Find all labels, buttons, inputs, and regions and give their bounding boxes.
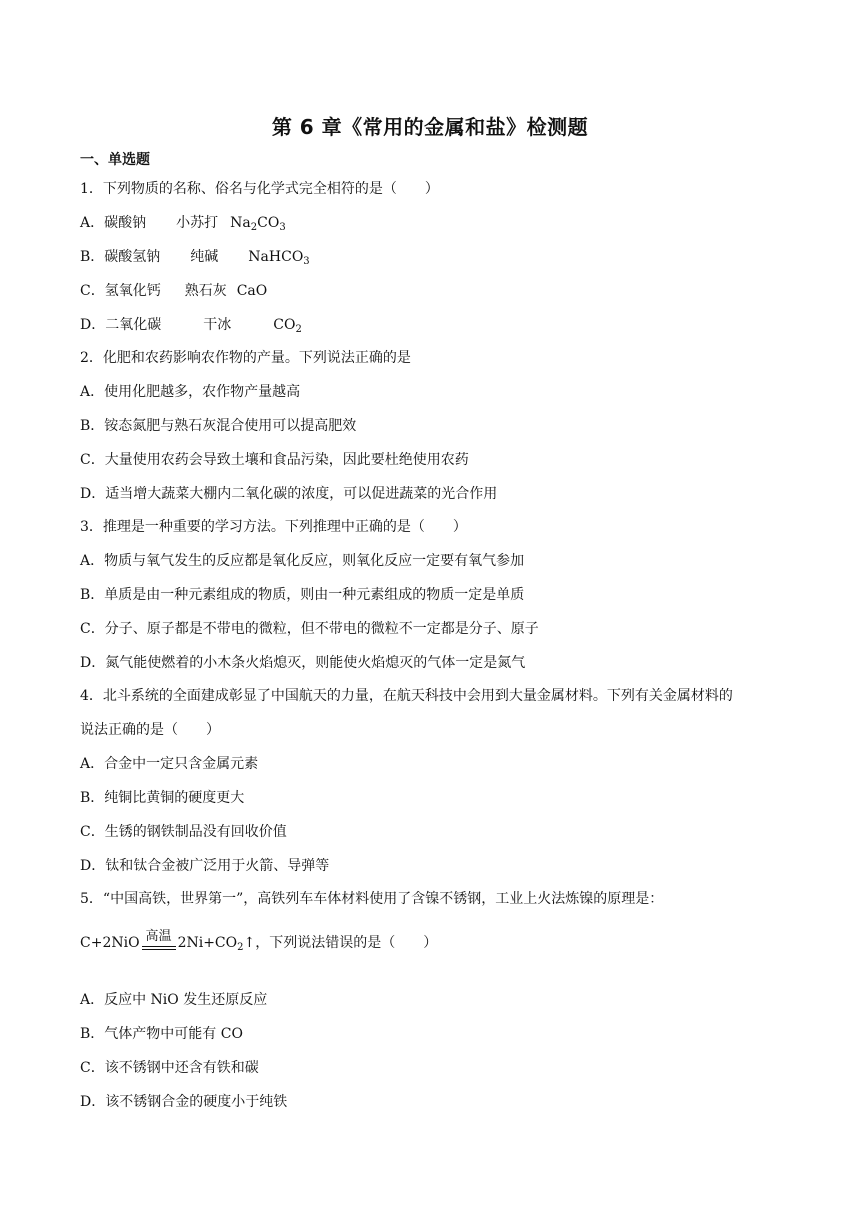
equation-products: $2Ni+CO_2$ [177,935,244,953]
section-heading: 一、单选题 [80,152,150,168]
option-label: B．碳酸氢钠 [80,249,161,265]
reaction-condition: 高温 [145,929,172,944]
page-title: 第 6 章《常用的金属和盐》检测题 [271,115,589,139]
question-4-option-d: D．钛和钛合金被广泛用于火箭、导弹等 [80,858,330,874]
option-label: C．氢氧化钙 [80,283,161,299]
question-5-stem-tail: ，下列说法错误的是（ ） [255,935,438,951]
option-nickname: 熟石灰 [184,283,227,299]
question-2-option-d: D．适当增大蔬菜大棚内二氧化碳的浓度，可以促进蔬菜的光合作用 [80,486,498,502]
question-3-option-b: B．单质是由一种元素组成的物质，则由一种元素组成的物质一定是单质 [80,587,525,603]
chemical-equation [80,926,255,960]
question-2-option-c: C．大量使用农药会导致土壤和食品污染，因此要杜绝使用农药 [80,452,469,468]
chemical-formula: $Na_2CO_3$ [230,215,286,233]
question-3-option-c: C．分子、原子都是不带电的微粒，但不带电的微粒不一定都是分子、原子 [80,621,539,637]
chemical-formula: CaO [236,283,268,299]
reaction-condition-sign [142,930,176,960]
chemical-formula: NaHCO$_3$ [248,249,310,267]
question-1-option-c [80,281,267,301]
question-1-stem: 1．下列物质的名称、俗名与化学式完全相符的是（ ） [80,181,439,197]
question-5-option-c: C．该不锈钢中还含有铁和碳 [80,1060,259,1076]
question-4-option-a: A．合金中一定只含金属元素 [80,756,259,772]
question-5-equation-line [80,926,437,960]
option-nickname: 纯碱 [190,249,219,265]
question-3-option-a: A．物质与氧气发生的反应都是氧化反应，则氧化反应一定要有氧气参加 [80,553,525,569]
question-2-stem: 2．化肥和农药影响农作物的产量。下列说法正确的是 [80,350,411,366]
question-4-stem-line-2: 说法正确的是（ ） [80,722,220,738]
question-2-option-a: A．使用化肥越多，农作物产量越高 [80,384,301,400]
question-4-option-b: B．纯铜比黄铜的硬度更大 [80,790,245,806]
question-5-option-a: A．反应中 NiO 发生还原反应 [80,992,268,1008]
question-3-option-d: D．氮气能使燃着的小木条火焰熄灭，则能使火焰熄灭的气体一定是氮气 [80,655,526,671]
question-2-option-b: B．铵态氮肥与熟石灰混合使用可以提高肥效 [80,418,357,434]
equation-reactants: C+2NiO [80,935,140,951]
chemical-formula: $CO_2$ [273,317,302,335]
question-1-option-d [80,315,302,335]
question-5-stem-line-1: 5．“中国高铁，世界第一”，高铁列车车体材料使用了含镍不锈钢，工业上火法炼镍的原理是： [80,891,664,907]
question-3-stem: 3．推理是一种重要的学习方法。下列推理中正确的是（ ） [80,519,467,535]
option-nickname: 小苏打 [176,215,219,231]
option-label: D．二氧化碳 [80,317,162,333]
question-1-option-a [80,213,286,233]
question-5-option-d: D．该不锈钢合金的硬度小于纯铁 [80,1094,288,1110]
question-1-option-b [80,247,310,267]
question-4-option-c: C．生锈的钢铁制品没有回收价值 [80,824,287,840]
gas-arrow-icon: ↑ [243,935,256,951]
option-nickname: 干冰 [203,317,232,333]
question-4-stem-line-1: 4．北斗系统的全面建成彰显了中国航天的力量，在航天科技中会用到大量金属材料。下列有关金属材料的 [80,688,733,704]
question-5-option-b: B．气体产物中可能有 CO [80,1026,243,1042]
option-label: A．碳酸钠 [80,215,147,231]
